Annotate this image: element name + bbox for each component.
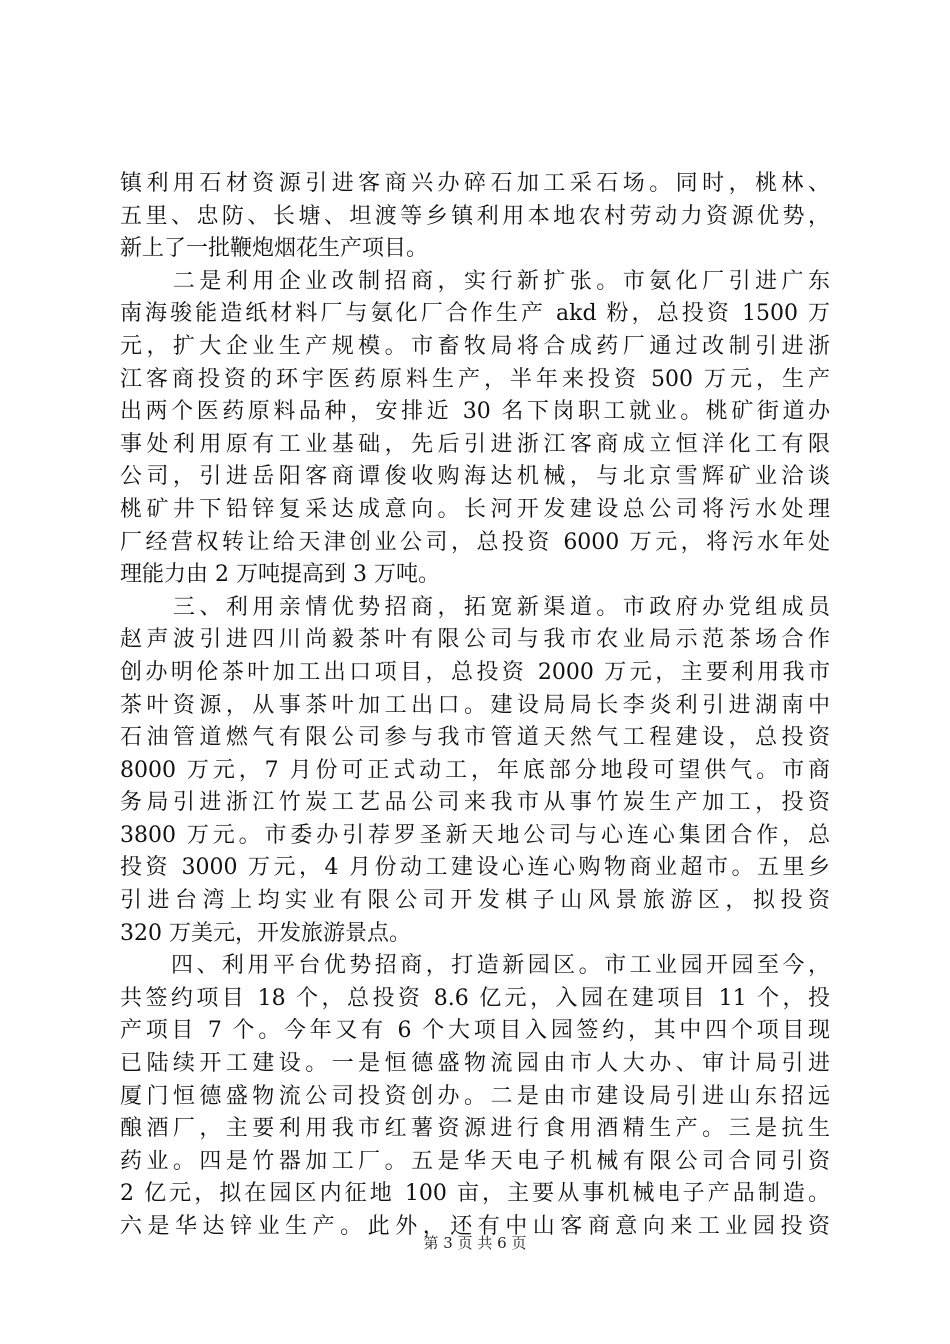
text-line: 公司，引进岳阳客商谭俊收购海达机械，与北京雪辉矿业洽谈 — [120, 464, 830, 490]
text-line: 共签约项目 18 个，总投资 8.6 亿元，入园在建项目 11 个，投 — [120, 985, 830, 1011]
text-line: 理能力由 2 万吨提高到 3 万吨。 — [120, 562, 440, 588]
text-line: 2 亿元，拟在园区内征地 100 亩，主要从事机械电子产品制造。 — [120, 1181, 830, 1207]
text-line: 产项目 7 个。今年又有 6 个大项目入园签约，其中四个项目现 — [120, 1018, 830, 1044]
text-line: 务局引进浙江竹炭工艺品公司来我市从事竹炭生产加工，投资 — [120, 790, 830, 816]
body-text — [120, 168, 830, 1244]
text-line: 六是华达锌业生产。此外，还有中山客商意向来工业园投资 — [120, 1214, 830, 1239]
text-line: 引进台湾上均实业有限公司开发棋子山风景旅游区，拟投资 — [120, 888, 830, 914]
text-line: 五里、忠防、长塘、坦渡等乡镇利用本地农村劳动力资源优势， — [120, 203, 830, 229]
text-line: 事处利用原有工业基础，先后引进浙江客商成立恒洋化工有限 — [120, 431, 830, 457]
text-line: 厂经营权转让给天津创业公司，总投资 6000 万元，将污水年处 — [120, 529, 830, 555]
text-line: 石油管道燃气有限公司参与我市管道天然气工程建设，总投资 — [120, 725, 830, 751]
text-line: 南海骏能造纸材料厂与氨化厂合作生产 akd 粉，总投资 1500 万 — [120, 301, 830, 327]
text-line: 创办明伦茶叶加工出口项目，总投资 2000 万元，主要利用我市 — [120, 659, 830, 685]
text-line: 3800 万元。市委办引荐罗圣新天地公司与心连心集团合作，总 — [120, 822, 830, 848]
text-line: 元，扩大企业生产规模。市畜牧局将合成药厂通过改制引进浙 — [120, 333, 830, 359]
page-footer: 第 3 页 共 6 页 — [423, 1234, 527, 1252]
text-line: 酿酒厂，主要利用我市红薯资源进行食用酒精生产。三是抗生 — [120, 1116, 830, 1142]
text-line: 已陆续开工建设。一是恒德盛物流园由市人大办、审计局引进 — [120, 1051, 830, 1077]
text-line: 出两个医药原料品种，安排近 30 名下岗职工就业。桃矿街道办 — [120, 399, 830, 425]
text-line: 厦门恒德盛物流公司投资创办。二是由市建设局引进山东招远 — [120, 1083, 830, 1109]
text-line: 四、利用平台优势招商，打造新园区。市工业园开园至今， — [120, 953, 830, 979]
text-line: 镇利用石材资源引进客商兴办碎石加工采石场。同时，桃林、 — [120, 171, 830, 196]
text-line: 桃矿井下铅锌复采达成意向。长河开发建设总公司将污水处理 — [120, 496, 830, 522]
text-line: 药业。四是竹器加工厂。五是华天电子机械有限公司合同引资 — [120, 1148, 830, 1174]
text-line: 新上了一批鞭炮烟花生产项目。 — [120, 236, 429, 262]
text-line: 二是利用企业改制招商，实行新扩张。市氨化厂引进广东 — [120, 268, 830, 294]
text-line: 茶叶资源，从事茶叶加工出口。建设局局长李炎利引进湖南中 — [120, 692, 830, 718]
text-line: 江客商投资的环宇医药原料生产，半年来投资 500 万元，生产 — [120, 366, 830, 392]
text-line: 8000 万元，7 月份可正式动工，年底部分地段可望供气。市商 — [120, 757, 830, 783]
text-line: 三、利用亲情优势招商，拓宽新渠道。市政府办党组成员 — [120, 594, 830, 620]
text-line: 320 万美元，开发旅游景点。 — [120, 920, 411, 946]
text-line: 投资 3000 万元，4 月份动工建设心连心购物商业超市。五里乡 — [120, 855, 830, 881]
text-line: 赵声波引进四川尚毅茶叶有限公司与我市农业局示范茶场合作 — [120, 627, 830, 653]
